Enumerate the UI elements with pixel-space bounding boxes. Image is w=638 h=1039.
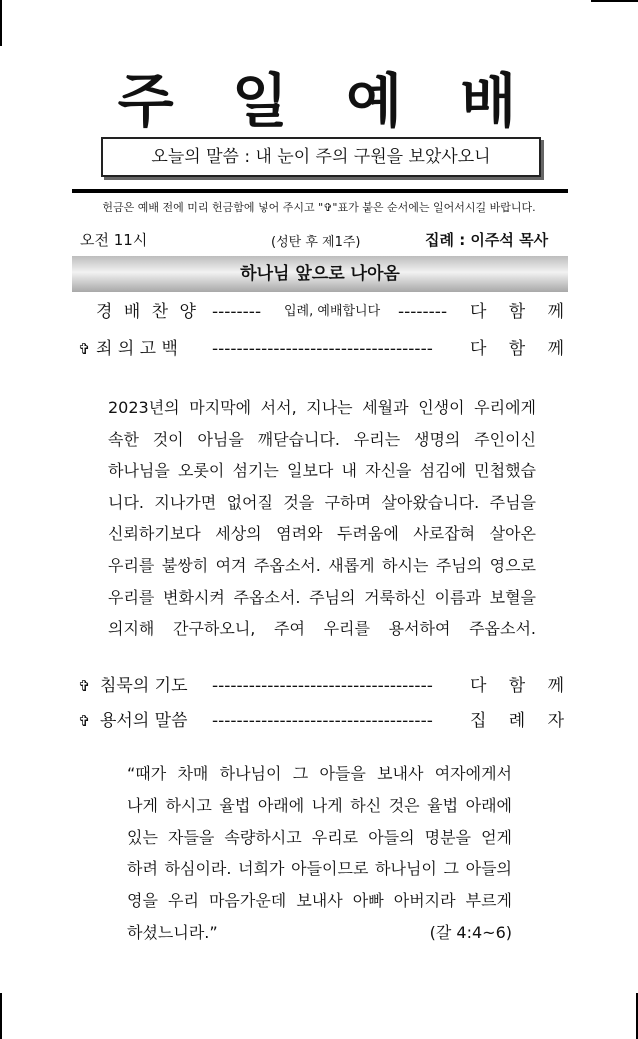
crop-mark-top-right bbox=[591, 0, 638, 2]
order-item-label: 경 배 찬 양 bbox=[96, 302, 196, 322]
order-item-label: 침묵의 기도 bbox=[100, 676, 188, 696]
crop-mark-bottom-left bbox=[0, 993, 2, 1039]
scripture-line: 있는 자들을 속량하시고 우리로 아들의 명분을 얻게 bbox=[127, 827, 512, 847]
order-item-leader: 다 함 께 bbox=[470, 302, 564, 322]
order-item-label: 용서의 말씀 bbox=[100, 711, 188, 731]
scripture-last-line bbox=[127, 917, 512, 949]
order-item-leader: 집 례 자 bbox=[470, 711, 564, 731]
scripture-line: 하려 하심이라. 너희가 아들이므로 하나님이 그 아들의 bbox=[127, 859, 512, 879]
section-heading: 하나님 앞으로 나아옴 bbox=[72, 256, 568, 292]
crop-mark-top-left bbox=[0, 0, 2, 46]
scripture-line: 영을 우리 마음가운데 보내사 아빠 아버지라 부르게 bbox=[127, 891, 512, 911]
leader-dashes: -------- bbox=[212, 302, 262, 322]
stand-cross-icon: ✞ bbox=[78, 712, 91, 730]
scripture-line: “때가 차매 하나님이 그 아들을 보내사 여자에게서 bbox=[127, 764, 512, 783]
prayer-line: 의지해 간구하오니, 주여 우리를 용서하여 주옵소서. bbox=[108, 619, 536, 639]
prayer-line: 신뢰하기보다 세상의 염려와 두려움에 사로잡혀 살아온 bbox=[108, 524, 536, 544]
offering-notice: 헌금은 예배 전에 미리 헌금함에 넣어 주시고 "✞"표가 붙은 순서에는 일어서시길 바랍니다. bbox=[102, 201, 536, 214]
order-item-assurance-of-pardon bbox=[78, 709, 564, 733]
order-item-worship-praise bbox=[78, 300, 564, 324]
leader-dashes: ------------------------------------ bbox=[212, 711, 433, 731]
prayer-line: 2023년의 마지막에 서서, 지나는 세월과 인생이 우리에게 bbox=[108, 398, 536, 417]
order-item-label: 죄 의 고 백 bbox=[96, 339, 178, 359]
stand-cross-icon: ✞ bbox=[78, 340, 91, 358]
order-item-leader: 다 함 께 bbox=[470, 676, 564, 696]
order-item-leader: 다 함 께 bbox=[470, 339, 564, 359]
order-item-note: 입례, 예배합니다 bbox=[284, 304, 381, 319]
order-item-silent-prayer bbox=[78, 674, 564, 698]
leader-dashes: -------- bbox=[398, 302, 448, 322]
scripture-passage bbox=[127, 758, 512, 949]
prayer-line: 우리를 변화시켜 주옵소서. 주님의 거룩하신 이름과 보혈을 bbox=[108, 587, 536, 607]
leader-dashes: ------------------------------------ bbox=[212, 339, 433, 359]
page-title: 주 일 예 배 bbox=[117, 67, 521, 135]
header-divider bbox=[72, 189, 568, 193]
prayer-line: 하나님을 오롯이 섬기는 일보다 내 자신을 섬김에 민첩했습 bbox=[108, 461, 536, 481]
scripture-line: 나게 하시고 율법 아래에 나게 하신 것은 율법 아래에 bbox=[127, 795, 512, 815]
presider: 집례 : 이주석 목사 bbox=[425, 231, 549, 249]
liturgical-week: (성탄 후 제1주) bbox=[271, 235, 361, 250]
confession-prayer bbox=[108, 392, 536, 645]
prayer-line: 속한 것이 아님을 깨닫습니다. 우리는 생명의 주인이신 bbox=[108, 429, 536, 449]
scripture-reference: (갈 4:4~6) bbox=[429, 922, 512, 942]
leader-dashes: ------------------------------------ bbox=[212, 676, 433, 696]
prayer-line: 니다. 지나가면 없어질 것을 구하며 살아왔습니다. 주님을 bbox=[108, 492, 536, 512]
stand-cross-icon: ✞ bbox=[78, 677, 91, 695]
prayer-line: 우리를 불쌍히 여겨 주옵소서. 새롭게 하시는 주님의 영으로 bbox=[108, 555, 536, 575]
scripture-line: 하셨느니라.” bbox=[127, 922, 218, 942]
service-time: 오전 11시 bbox=[80, 231, 148, 249]
sermon-verse-box: 오늘의 말씀 : 내 눈이 주의 구원을 보았사오니 bbox=[101, 137, 541, 177]
order-item-confession bbox=[78, 337, 564, 361]
